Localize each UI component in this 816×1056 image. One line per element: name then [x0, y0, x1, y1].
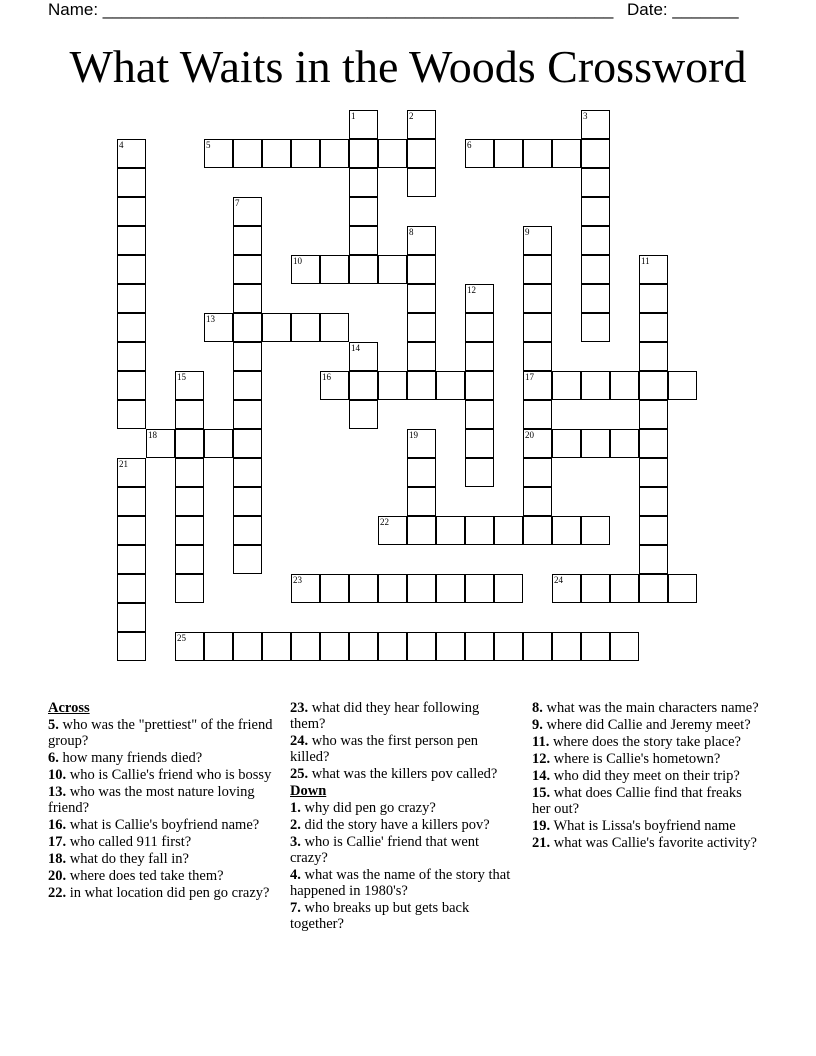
grid-cell[interactable]: [233, 284, 262, 313]
down-clue: [532, 734, 760, 750]
down-clue: [532, 785, 760, 817]
grid-cell[interactable]: [581, 139, 610, 168]
grid-cell[interactable]: [436, 632, 465, 661]
grid-cell[interactable]: [668, 371, 697, 400]
grid-cell[interactable]: [407, 429, 436, 458]
across-clue: [290, 700, 518, 732]
grid-cell[interactable]: [581, 197, 610, 226]
grid-cell[interactable]: [523, 255, 552, 284]
down-clue: [290, 817, 518, 833]
page-title: What Waits in the Woods Crossword: [69, 41, 747, 92]
grid-cell[interactable]: [233, 400, 262, 429]
grid-cell[interactable]: [262, 632, 291, 661]
across-clue: [48, 817, 276, 833]
grid-cell[interactable]: [523, 516, 552, 545]
grid-cell[interactable]: [349, 371, 378, 400]
clue-number: 20: [525, 430, 534, 440]
down-clue: [290, 900, 518, 932]
clue-label: 14.: [532, 768, 551, 784]
grid-cell[interactable]: [117, 516, 146, 545]
grid-cell[interactable]: [552, 371, 581, 400]
grid-cell[interactable]: [117, 371, 146, 400]
down-heading: Down: [290, 783, 327, 799]
grid-cell[interactable]: [349, 226, 378, 255]
clue-label: 19.: [532, 818, 551, 834]
clue-label: 20.: [48, 868, 67, 884]
clue-label: 9.: [532, 717, 543, 733]
grid-cell[interactable]: [581, 371, 610, 400]
grid-cell[interactable]: [291, 255, 320, 284]
grid-cell[interactable]: [233, 487, 262, 516]
grid-cell[interactable]: [349, 255, 378, 284]
clue-number: 2: [409, 111, 414, 121]
clue-number: 5: [206, 140, 211, 150]
grid-cell[interactable]: [436, 574, 465, 603]
across-clue: [48, 784, 276, 816]
clue-text: what did they hear following them?: [290, 700, 480, 732]
grid-cell[interactable]: [233, 371, 262, 400]
grid-cell[interactable]: [204, 632, 233, 661]
grid-cell[interactable]: [233, 197, 262, 226]
across-clue: [48, 885, 276, 901]
grid-cell[interactable]: [291, 632, 320, 661]
clue-text: what was Callie's favorite activity?: [553, 835, 757, 851]
name-label: Name:: [48, 0, 103, 19]
grid-cell[interactable]: [523, 284, 552, 313]
clue-text: what was the killers pov called?: [311, 766, 498, 782]
grid-cell[interactable]: [523, 139, 552, 168]
grid-cell[interactable]: [378, 371, 407, 400]
down-clue: [290, 800, 518, 816]
down-clue: [532, 751, 760, 767]
grid-cell[interactable]: [407, 255, 436, 284]
grid-cell[interactable]: [552, 429, 581, 458]
grid-cell[interactable]: [407, 458, 436, 487]
clue-text: who was the most nature loving friend?: [48, 784, 255, 816]
down-clue: [532, 717, 760, 733]
grid-cell[interactable]: [523, 342, 552, 371]
clue-text: what was the main characters name?: [546, 700, 759, 716]
grid-cell[interactable]: [117, 313, 146, 342]
grid-cell[interactable]: [407, 516, 436, 545]
clue-label: 11.: [532, 734, 550, 750]
grid-cell[interactable]: [494, 574, 523, 603]
clues-column-2: [290, 700, 518, 933]
grid-cell[interactable]: [378, 574, 407, 603]
grid-cell[interactable]: [349, 574, 378, 603]
grid-cell[interactable]: [349, 400, 378, 429]
grid-cell[interactable]: [465, 371, 494, 400]
grid-cell[interactable]: [465, 516, 494, 545]
grid-cell[interactable]: [407, 632, 436, 661]
clue-number: 14: [351, 343, 360, 353]
clue-label: 24.: [290, 733, 309, 749]
grid-cell[interactable]: [175, 545, 204, 574]
grid-cell[interactable]: [639, 284, 668, 313]
clue-text: who did they meet on their trip?: [553, 768, 740, 784]
clue-text: what was the name of the story that happened in 1980's?: [290, 867, 511, 899]
grid-cell[interactable]: [581, 632, 610, 661]
grid-cell[interactable]: [465, 284, 494, 313]
clue-label: 16.: [48, 817, 67, 833]
grid-cell[interactable]: [407, 168, 436, 197]
clue-number: 13: [206, 314, 215, 324]
grid-cell[interactable]: [465, 139, 494, 168]
grid-cell[interactable]: [552, 574, 581, 603]
clue-number: 22: [380, 517, 389, 527]
clue-text: who is Callie's friend who is bossy: [69, 767, 272, 783]
grid-cell[interactable]: [639, 255, 668, 284]
grid-cell[interactable]: [552, 632, 581, 661]
grid-cell[interactable]: [668, 574, 697, 603]
grid-cell[interactable]: [320, 574, 349, 603]
date-blank: _______: [672, 0, 739, 19]
clue-label: 15.: [532, 785, 551, 801]
clue-text: how many friends died?: [62, 750, 203, 766]
grid-cell[interactable]: [117, 139, 146, 168]
clue-label: 7.: [290, 900, 301, 916]
grid-cell[interactable]: [610, 371, 639, 400]
across-clue: [48, 717, 276, 749]
clue-label: 2.: [290, 817, 301, 833]
grid-cell[interactable]: [117, 400, 146, 429]
grid-cell[interactable]: [233, 255, 262, 284]
clue-number: 16: [322, 372, 331, 382]
grid-cell[interactable]: [378, 255, 407, 284]
grid-cell[interactable]: [349, 139, 378, 168]
grid-cell[interactable]: [552, 516, 581, 545]
grid-cell[interactable]: [639, 342, 668, 371]
grid-cell[interactable]: [378, 139, 407, 168]
grid-cell[interactable]: [117, 342, 146, 371]
grid-cell[interactable]: [581, 574, 610, 603]
grid-cell[interactable]: [639, 429, 668, 458]
grid-cell[interactable]: [262, 313, 291, 342]
grid-cell[interactable]: [291, 139, 320, 168]
grid-cell[interactable]: [494, 139, 523, 168]
down-clue: [532, 818, 760, 834]
grid-cell[interactable]: [233, 458, 262, 487]
grid-cell[interactable]: [465, 313, 494, 342]
clue-text: who was the first person pen killed?: [290, 733, 479, 765]
clue-text: where does the story take place?: [552, 734, 741, 750]
across-clue: [48, 834, 276, 850]
grid-cell[interactable]: [465, 400, 494, 429]
grid-cell[interactable]: [175, 429, 204, 458]
grid-cell[interactable]: [175, 400, 204, 429]
grid-cell[interactable]: [378, 632, 407, 661]
clue-label: 18.: [48, 851, 67, 867]
grid-cell[interactable]: [407, 110, 436, 139]
grid-cell[interactable]: [233, 313, 262, 342]
grid-cell[interactable]: [233, 632, 262, 661]
grid-cell[interactable]: [233, 342, 262, 371]
clue-text: where does ted take them?: [69, 868, 224, 884]
grid-cell[interactable]: [436, 371, 465, 400]
grid-cell[interactable]: [291, 313, 320, 342]
grid-cell[interactable]: [581, 313, 610, 342]
grid-cell[interactable]: [117, 168, 146, 197]
clue-number: 19: [409, 430, 418, 440]
grid-cell[interactable]: [581, 226, 610, 255]
clue-text: did the story have a killers pov?: [304, 817, 490, 833]
grid-cell[interactable]: [407, 342, 436, 371]
grid-cell[interactable]: [378, 516, 407, 545]
clue-number: 3: [583, 111, 588, 121]
grid-cell[interactable]: [639, 371, 668, 400]
grid-cell[interactable]: [407, 371, 436, 400]
grid-cell[interactable]: [175, 574, 204, 603]
grid-cell[interactable]: [233, 516, 262, 545]
grid-cell[interactable]: [175, 632, 204, 661]
date-label: Date:: [627, 0, 673, 19]
grid-cell[interactable]: [639, 574, 668, 603]
clue-number: 23: [293, 575, 302, 585]
across-clue: [290, 766, 518, 782]
grid-cell[interactable]: [233, 545, 262, 574]
clue-text: what does Callie find that freaks her out?: [532, 785, 742, 817]
grid-cell[interactable]: [204, 313, 233, 342]
clue-number: 21: [119, 459, 128, 469]
grid-cell[interactable]: [349, 197, 378, 226]
grid-cell[interactable]: [581, 255, 610, 284]
grid-cell[interactable]: [581, 284, 610, 313]
grid-cell[interactable]: [465, 429, 494, 458]
clue-number: 24: [554, 575, 563, 585]
grid-cell[interactable]: [552, 139, 581, 168]
grid-cell[interactable]: [494, 632, 523, 661]
clue-number: 9: [525, 227, 530, 237]
clue-number: 17: [525, 372, 534, 382]
clue-label: 6.: [48, 750, 59, 766]
clue-number: 18: [148, 430, 157, 440]
clue-label: 5.: [48, 717, 59, 733]
down-clue: [532, 700, 760, 716]
grid-cell[interactable]: [465, 458, 494, 487]
grid-cell[interactable]: [436, 516, 465, 545]
clue-label: 10.: [48, 767, 67, 783]
grid-cell[interactable]: [117, 487, 146, 516]
grid-cell[interactable]: [320, 313, 349, 342]
grid-cell[interactable]: [117, 458, 146, 487]
clues-column-1: [48, 700, 276, 902]
clues-column-3: [532, 700, 760, 852]
across-heading: Across: [48, 700, 90, 716]
grid-cell[interactable]: [233, 139, 262, 168]
grid-cell[interactable]: [204, 429, 233, 458]
grid-cell[interactable]: [581, 168, 610, 197]
clue-label: 4.: [290, 867, 301, 883]
clue-number: 4: [119, 140, 124, 150]
clue-text: who is Callie' friend that went crazy?: [290, 834, 480, 866]
grid-cell[interactable]: [117, 255, 146, 284]
clue-text: why did pen go crazy?: [304, 800, 436, 816]
clue-text: where did Callie and Jeremy meet?: [546, 717, 751, 733]
grid-cell[interactable]: [175, 371, 204, 400]
clue-text: who breaks up but gets back together?: [290, 900, 470, 932]
grid-cell[interactable]: [349, 110, 378, 139]
clue-text: who called 911 first?: [69, 834, 192, 850]
grid-cell[interactable]: [349, 168, 378, 197]
date-field: [627, 0, 739, 20]
clue-text: what do they fall in?: [69, 851, 189, 867]
clue-text: What is Lissa's boyfriend name: [553, 818, 736, 834]
grid-cell[interactable]: [117, 284, 146, 313]
clue-label: 8.: [532, 700, 543, 716]
clue-label: 3.: [290, 834, 301, 850]
grid-cell[interactable]: [639, 400, 668, 429]
clue-label: 25.: [290, 766, 309, 782]
grid-cell[interactable]: [610, 429, 639, 458]
down-clue: [532, 768, 760, 784]
grid-cell[interactable]: [494, 516, 523, 545]
clue-label: 13.: [48, 784, 67, 800]
grid-cell[interactable]: [349, 342, 378, 371]
grid-cell[interactable]: [639, 313, 668, 342]
grid-cell[interactable]: [523, 632, 552, 661]
grid-cell[interactable]: [407, 313, 436, 342]
grid-cell[interactable]: [523, 313, 552, 342]
grid-cell[interactable]: [407, 487, 436, 516]
grid-cell[interactable]: [407, 284, 436, 313]
name-blank: ______________________________________________________: [102, 0, 614, 19]
clue-label: 22.: [48, 885, 67, 901]
grid-cell[interactable]: [523, 458, 552, 487]
grid-cell[interactable]: [175, 516, 204, 545]
grid-cell[interactable]: [610, 574, 639, 603]
grid-cell[interactable]: [523, 400, 552, 429]
grid-cell[interactable]: [465, 342, 494, 371]
clue-number: 8: [409, 227, 414, 237]
grid-cell[interactable]: [523, 487, 552, 516]
across-clue: [48, 767, 276, 783]
grid-cell[interactable]: [117, 574, 146, 603]
grid-cell[interactable]: [291, 574, 320, 603]
grid-cell[interactable]: [262, 139, 291, 168]
clue-text: in what location did pen go crazy?: [69, 885, 270, 901]
clue-number: 10: [293, 256, 302, 266]
grid-cell[interactable]: [233, 226, 262, 255]
clue-number: 25: [177, 633, 186, 643]
across-clue: [48, 868, 276, 884]
grid-cell[interactable]: [233, 429, 262, 458]
grid-cell[interactable]: [523, 429, 552, 458]
grid-cell[interactable]: [117, 226, 146, 255]
grid-cell[interactable]: [146, 429, 175, 458]
grid-cell[interactable]: [204, 139, 233, 168]
grid-cell[interactable]: [639, 458, 668, 487]
clue-text: what is Callie's boyfriend name?: [69, 817, 260, 833]
down-clue: [290, 867, 518, 899]
grid-cell[interactable]: [320, 139, 349, 168]
grid-cell[interactable]: [523, 226, 552, 255]
clue-text: where is Callie's hometown?: [553, 751, 721, 767]
grid-cell[interactable]: [117, 197, 146, 226]
grid-cell[interactable]: [610, 632, 639, 661]
grid-cell[interactable]: [117, 545, 146, 574]
grid-cell[interactable]: [639, 545, 668, 574]
clue-number: 15: [177, 372, 186, 382]
clue-number: 7: [235, 198, 240, 208]
grid-cell[interactable]: [407, 226, 436, 255]
grid-cell[interactable]: [581, 110, 610, 139]
clue-text: who was the "prettiest" of the friend group?: [48, 717, 273, 749]
grid-cell[interactable]: [465, 632, 494, 661]
grid-cell[interactable]: [639, 516, 668, 545]
clue-label: 1.: [290, 800, 301, 816]
grid-cell[interactable]: [407, 139, 436, 168]
name-field: [48, 0, 613, 20]
across-clue: [48, 851, 276, 867]
clue-number: 6: [467, 140, 472, 150]
grid-cell[interactable]: [465, 574, 494, 603]
clue-label: 12.: [532, 751, 551, 767]
clue-number: 1: [351, 111, 356, 121]
grid-cell[interactable]: [639, 487, 668, 516]
down-clue: [290, 834, 518, 866]
down-clue: [532, 835, 760, 851]
across-clue: [48, 750, 276, 766]
grid-cell[interactable]: [581, 429, 610, 458]
grid-cell[interactable]: [117, 603, 146, 632]
grid-cell[interactable]: [320, 371, 349, 400]
across-clue: [290, 733, 518, 765]
grid-cell[interactable]: [523, 371, 552, 400]
grid-cell[interactable]: [117, 632, 146, 661]
grid-cell[interactable]: [175, 458, 204, 487]
grid-cell[interactable]: [581, 516, 610, 545]
grid-cell[interactable]: [320, 632, 349, 661]
clue-number: 11: [641, 256, 650, 266]
grid-cell[interactable]: [349, 632, 378, 661]
grid-cell[interactable]: [320, 255, 349, 284]
clue-label: 21.: [532, 835, 551, 851]
grid-cell[interactable]: [407, 574, 436, 603]
grid-cell[interactable]: [175, 487, 204, 516]
clue-label: 23.: [290, 700, 309, 716]
clue-number: 12: [467, 285, 476, 295]
clue-label: 17.: [48, 834, 67, 850]
